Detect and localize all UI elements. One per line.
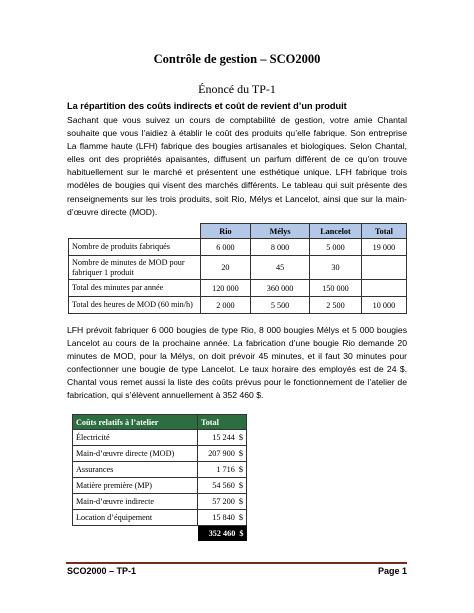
cell-total: 19 000 [361,239,406,256]
header-rio: Rio [200,224,250,239]
cell-total [361,256,406,280]
costs-table-header-row [73,415,247,430]
currency-sign: $ [238,433,243,442]
footer-page-number: Page 1 [377,566,407,576]
total-spacer [73,526,198,542]
cost-amount: 207 900 $ [198,446,247,462]
cell-lancelot: 2 500 [310,297,362,314]
row-label: Nombre de produits fabriqués [69,239,201,256]
table-row [73,510,247,526]
cell-rio: 20 [200,256,250,280]
cost-label: Location d’équipement [73,510,198,526]
cost-amount: 54 560 $ [198,478,247,494]
costs-header-label: Coûts relatifs à l’atelier [73,415,198,430]
footer-course: SCO2000 – TP-1 [67,566,137,576]
cell-melys: 360 000 [251,280,310,297]
currency-sign: $ [239,529,244,538]
cell-rio: 2 000 [200,297,250,314]
total-amount: 352 460 $ [198,526,247,542]
cell-rio: 120 000 [200,280,250,297]
header-blank [69,224,201,239]
cell-lancelot: 30 [310,256,362,280]
footer-rule [66,562,407,564]
currency-sign: $ [238,465,243,474]
cost-amount: 1 716 $ [198,462,247,478]
cost-label: Main-d’œuvre directe (MOD) [73,446,198,462]
cost-label: Électricité [73,430,198,446]
cost-label: Assurances [73,462,198,478]
cell-rio: 6 000 [200,239,250,256]
cost-amount: 15 244 $ [198,430,247,446]
products-table [68,223,407,314]
cost-label: Main-d’œuvre indirecte [73,494,198,510]
section-heading: La répartition des coûts indirects et coût de revient d’un produit [67,101,347,111]
cost-label: Matière première (MP) [73,478,198,494]
header-total: Total [361,224,406,239]
currency-sign: $ [238,513,243,522]
table-row [69,280,407,297]
costs-table [72,414,247,541]
cost-amount: 15 840 $ [198,510,247,526]
table-row [73,446,247,462]
document-title: Contrôle de gestion – SCO2000 [153,52,321,66]
cost-amount: 57 200 $ [198,494,247,510]
table-row [69,256,407,280]
currency-sign: $ [238,497,243,506]
table-row [69,239,407,256]
cell-melys: 5 500 [251,297,310,314]
header-lancelot: Lancelot [310,224,362,239]
table-row [73,478,247,494]
currency-sign: $ [238,449,243,458]
table-row [73,494,247,510]
cell-total: 10 000 [361,297,406,314]
header-melys: Mélys [251,224,310,239]
row-label: Total des heures de MOD (60 min/h) [69,297,201,314]
intro-paragraph: Sachant que vous suivez un cours de comptabilité de gestion, votre amie Chantal souhaite que vous l’aidiez à établir le coût des produits qu’elle fabrique. Son entreprise La flamme haute (LFH) fabrique des bougies artisanales et biologiques. Selon Chantal, elles ont des propriétés apaisantes, diffusent un parfum différent de ce qu’on trouve habituellement sur le marché et présentent une esthétique unique. LFH fabrique trois modèles de bougies qui visent des marchés différents. Le tableau qui suit présente des renseignements sur les trois produits, soit Rio, Mélys et Lancelot, ainsi que sur la main-d’œuvre directe (MOD). [67,115,407,217]
document-subtitle: Énoncé du TP-1 [198,82,276,96]
currency-sign: $ [238,481,243,490]
table-row [73,462,247,478]
details-paragraph: LFH prévoit fabriquer 6 000 bougies de type Rio, 8 000 bougies Mélys et 5 000 bougies Lancelot au cours de la prochaine année. La fabrication d’une bougie Rio demande 20 minutes de MOD, pour la Mélys, on doit prévoir 45 minutes, et il faut 30 minutes pour confectionner une bougie de type Lancelot. Le taux horaire des employés est de 24 $. Chantal vous remet aussi la liste des coûts prévus pour le fonctionnement de l’atelier de fabrication, qui s’élèvent annuellement à 352 460 $. [67,325,407,401]
cell-total [361,280,406,297]
products-table-header-row [69,224,407,239]
cell-lancelot: 150 000 [310,280,362,297]
costs-header-total: Total [198,415,247,430]
cell-melys: 8 000 [251,239,310,256]
cell-lancelot: 5 000 [310,239,362,256]
total-row [73,526,247,542]
row-label: Nombre de minutes de MOD pour fabriquer 1 produit [69,256,201,280]
table-row [73,430,247,446]
cell-melys: 45 [251,256,310,280]
table-row [69,297,407,314]
row-label: Total des minutes par année [69,280,201,297]
